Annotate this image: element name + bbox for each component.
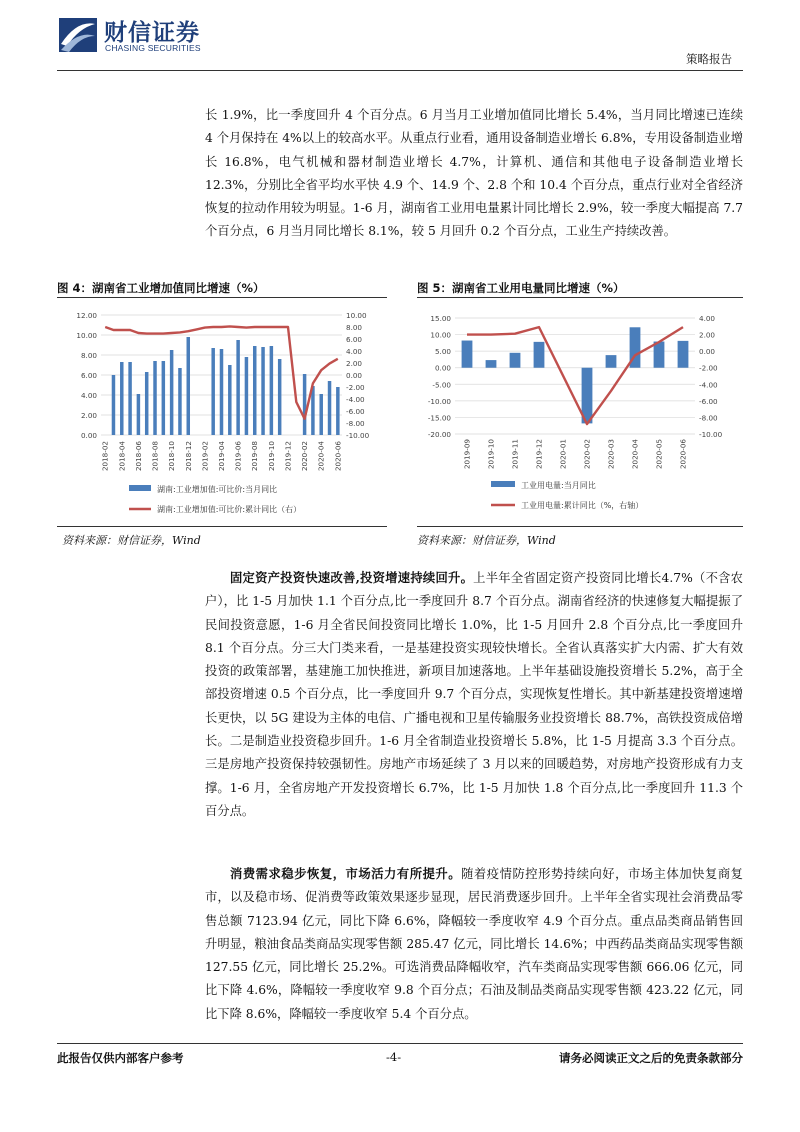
figure4-legend-line-label: 湖南:工业增加值:可比价:累计同比（右） (157, 505, 302, 514)
fig4-bar-2020-02 (303, 374, 306, 435)
fig4-bar-2019-08 (253, 346, 256, 435)
fig4-bar-2019-06 (236, 340, 239, 435)
fig4-bar-2019-04 (220, 349, 223, 435)
fig4-ytick-left: 10.00 (76, 331, 97, 340)
fig5-xtick-2019-11: 2019-11 (510, 439, 520, 470)
fig4-xtick-2018-12: 2018-12 (183, 441, 193, 472)
fig4-xtick-2019-10: 2019-10 (266, 441, 276, 472)
fig5-bar-2019-11 (510, 353, 521, 368)
fig5-ytick-right: -8.00 (699, 413, 718, 423)
fig5-ytick-right: 4.00 (699, 314, 716, 323)
fig5-ytick-right: 2.00 (699, 330, 716, 340)
figure4-chart (57, 305, 387, 520)
fig5-ytick-right: -6.00 (699, 396, 718, 406)
fig5-ytick-left: -15.00 (427, 413, 451, 423)
fig4-ytick-right: -10.00 (346, 431, 370, 440)
fig5-ytick-right: -10.00 (699, 430, 723, 439)
logo-emblem-icon (57, 14, 99, 56)
fig4-bar-2018-07 (145, 372, 148, 435)
figure5-legend-bar-label: 工业用电量:当月同比 (521, 481, 596, 490)
fig4-xtick-2020-06: 2020-06 (333, 441, 343, 472)
fig5-ytick-left: -10.00 (427, 396, 451, 406)
fig4-xtick-2020-04: 2020-04 (316, 441, 326, 472)
page-number: -4- (386, 1050, 402, 1064)
fig4-bar-2019-11 (278, 359, 281, 435)
fig4-ytick-right: -6.00 (346, 407, 365, 416)
fig4-bar-2018-09 (162, 361, 165, 435)
fig5-ytick-left: 15.00 (430, 314, 451, 323)
fig5-ytick-left: 5.00 (434, 347, 451, 357)
footer-disclaimer-right: 请务必阅读正文之后的免责条款部分 (559, 1051, 743, 1065)
figure5-chart (417, 305, 743, 520)
fig4-bar-2019-10 (270, 346, 273, 435)
figure4-legend-bar-swatch (129, 485, 151, 491)
fig4-bar-2018-12 (187, 337, 190, 435)
fig5-cumulative-line (467, 327, 683, 424)
figure5-legend-line-label: 工业用电量:累计同比（%，右轴） (521, 501, 644, 510)
fig4-ytick-right: 8.00 (346, 323, 363, 332)
figure4-legend-bar-label: 湖南:工业增加值:可比价:当月同比 (157, 485, 278, 494)
fig4-bar-2020-05 (328, 381, 331, 435)
fig5-bar-2019-10 (486, 360, 497, 368)
fig4-ytick-right: 6.00 (346, 335, 363, 344)
figure5-title-rule (417, 297, 743, 298)
fig5-xtick-2019-09: 2019-09 (462, 439, 472, 470)
fig4-bar-2020-04 (319, 394, 322, 435)
fig4-bar-2018-05 (128, 362, 131, 435)
figure4-bottom-rule (57, 526, 387, 527)
header-divider (57, 70, 743, 71)
fig5-ytick-left: -5.00 (432, 380, 451, 390)
investment-lead: 固定资产投资快速改善,投资增速持续回升。 (230, 570, 474, 585)
fig4-ytick-right: -2.00 (346, 383, 365, 392)
fig4-ytick-right: 2.00 (346, 359, 363, 368)
fig5-xtick-2020-01: 2020-01 (558, 439, 568, 470)
fig5-xtick-2020-02: 2020-02 (582, 439, 592, 470)
footer-disclaimer-left: 此报告仅供内部客户参考 (57, 1051, 184, 1065)
fig4-bar-2019-09 (261, 347, 264, 435)
fig4-ytick-right: -8.00 (346, 419, 365, 428)
fig4-ytick-left: 6.00 (80, 371, 97, 380)
figure5-legend-bar-swatch (491, 481, 515, 487)
fig5-bar-2019-12 (534, 342, 545, 368)
fig4-xtick-2018-02: 2018-02 (100, 441, 110, 472)
fig4-ytick-left: 8.00 (80, 351, 97, 360)
fig4-xtick-2018-06: 2018-06 (133, 441, 143, 472)
fig5-ytick-right: -4.00 (699, 380, 718, 390)
fig5-xtick-2020-04: 2020-04 (630, 439, 640, 470)
fig4-xtick-2019-06: 2019-06 (233, 441, 243, 472)
fig5-xtick-2019-12: 2019-12 (534, 439, 544, 470)
fig4-bar-2019-05 (228, 365, 231, 435)
fig4-bar-2018-11 (178, 368, 181, 435)
figure5-source: 资料来源：财信证券，Wind (417, 534, 556, 547)
fig5-bar-2019-09 (462, 341, 473, 368)
fig4-xtick-2019-02: 2019-02 (200, 441, 210, 472)
fig4-ytick-left: 0.00 (80, 431, 97, 440)
fig5-ytick-left: 0.00 (434, 363, 451, 373)
figure5-title: 图 5：湖南省工业用电量同比增速（%） (417, 281, 625, 295)
fig4-xtick-2018-04: 2018-04 (117, 441, 127, 472)
fig4-xtick-2018-10: 2018-10 (167, 441, 177, 472)
consumption-lead: 消费需求稳步恢复，市场活力有所提升。 (230, 866, 462, 881)
consumption-paragraph (205, 862, 743, 1026)
fig5-xtick-2019-10: 2019-10 (486, 439, 496, 470)
logo-chinese-name: 财信证券 (104, 20, 200, 46)
fig5-bar-2020-06 (678, 341, 689, 368)
fig4-xtick-2019-12: 2019-12 (283, 441, 293, 472)
intro-paragraph: 长 1.9%，比一季度回升 4 个百分点。6 月当月工业增加值同比增长 5.4%，当月同比增速已连续 4 个月保持在 4%以上的较高水平。从重点行业看，通用设备制造业增长 6.8%，专用设备制造业增长 16.8%，电气机械和器材制造业增长 4.7%，计算机、通信和其他电子设备制造业增长 12.3%，分别比全省平均水平快 4.9 个、14.9 个、2.8 个和 10.4 个百分点，重点行业对全省经济恢复的拉动作用较为明显。1-6 月，湖南省工业用电量累计同比增长 2.9%，较一季度大幅提高 7.7 个百分点，6 月当月同比增长 8.1%，较 5 月回升 0.2 个百分点，工业生产持续改善。 (205, 108, 743, 239)
investment-body: 上半年全省固定资产投资同比增长4.7%（不含农户），比 1-5 月加快 1.1 个百分点,比一季度回升 8.7 个百分点。湖南省经济的快速修复大幅提振了民间投资意愿，1-6 月全省民间投资同比增长 1.0%，比 1-5 月回升 2.8 个百分点,比一季度回升 8.1 个百分点。分三大门类来看，一是基建投资实现较快增长。全省认真落实扩大内需、扩大有效投资的政策部署，基建施工加快推进，新项目加速落地。上半年基础设施投资增长 5.2%，高于全部投资增速 0.5 个百分点，比一季度回升 9.7 个百分点，实现恢复性增长。其中新基建投资增速增长更快，以 5G 建设为主体的电信、广播电视和卫星传输服务业投资增长 88.7%，高铁投资成倍增长。二是制造业投资稳步回升。1-6 月全省制造业投资增长 5.8%，比 1-5 月提高 3.3 个百分点。三是房地产投资保持较强韧性。房地产市场延续了 3 月以来的回暖趋势，对房地产投资形成有力支撑。1-6 月，全省房地产开发投资增长 6.7%，比 1-5 月加快 1.8 个百分点,比一季度回升 11.3 个百分点。 (205, 571, 743, 818)
fig4-bar-2019-07 (245, 357, 248, 435)
fig4-bar-2018-04 (120, 362, 123, 435)
fig4-bar-2018-10 (170, 350, 173, 435)
fig4-ytick-right: 10.00 (346, 311, 367, 320)
fig4-bar-2018-08 (153, 361, 156, 435)
fig4-xtick-2019-04: 2019-04 (217, 441, 226, 472)
fig4-ytick-left: 4.00 (80, 391, 97, 400)
fig4-bar-2020-06 (336, 387, 339, 435)
consumption-body: 随着疫情防控形势持续向好，市场主体加快复商复市，以及稳市场、促消费等政策效果逐步显现，居民消费逐步回升。上半年全省实现社会消费品零售总额 7123.94 亿元，同比下降 6.6%，降幅较一季度收窄 4.9 个百分点。重点品类商品销售回升明显，粮油食品类商品实现零售额 285.47 亿元，同比增长 14.6%；中西药品类商品实现零售额 127.55 亿元，同比增长 25.2%。可选消费品降幅收窄，汽车类商品实现零售额 666.06 亿元，同比下降 4.6%，降幅较一季度收窄 9.8 个百分点；石油及制品类商品实现零售额 423.22 亿元，同比下降 8.6%，降幅较一季度收窄 5.4 个百分点。 (205, 867, 743, 1021)
figure4-source: 资料来源：财信证券，Wind (62, 534, 201, 547)
report-type-label: 策略报告 (686, 52, 732, 66)
figure5-bottom-rule (417, 526, 743, 527)
fig5-ytick-right: -2.00 (699, 363, 718, 373)
company-logo (57, 14, 217, 58)
fig5-ytick-left: 10.00 (430, 330, 451, 340)
fig5-ytick-left: -20.00 (427, 430, 451, 439)
fig5-xtick-2020-06: 2020-06 (678, 439, 688, 470)
fig4-xtick-2019-08: 2019-08 (250, 441, 260, 472)
fig5-bar-2020-03 (606, 355, 617, 368)
investment-paragraph (205, 566, 743, 823)
fig4-ytick-left: 12.00 (76, 311, 97, 320)
fig4-xtick-2020-02: 2020-02 (300, 441, 310, 472)
footer-divider (57, 1043, 743, 1044)
fig4-bar-2018-06 (137, 394, 140, 435)
fig4-bar-2018-03 (112, 375, 115, 435)
fig5-xtick-2020-05: 2020-05 (654, 439, 664, 470)
fig4-bar-2019-03 (211, 348, 214, 435)
fig5-xtick-2020-03: 2020-03 (606, 439, 616, 470)
figure4-title-rule (57, 297, 387, 298)
fig4-xtick-2018-08: 2018-08 (150, 441, 160, 472)
fig4-ytick-right: 4.00 (346, 347, 363, 356)
figure4-title: 图 4：湖南省工业增加值同比增速（%） (57, 281, 265, 295)
logo-english-name: CHASING SECURITIES (105, 43, 201, 53)
fig4-ytick-left: 2.00 (80, 411, 97, 420)
fig5-ytick-right: 0.00 (699, 347, 716, 357)
fig4-ytick-right: -4.00 (346, 395, 365, 404)
fig4-ytick-right: 0.00 (346, 371, 363, 380)
